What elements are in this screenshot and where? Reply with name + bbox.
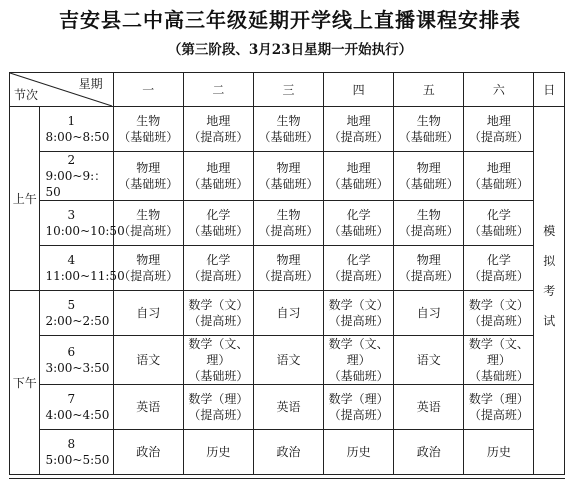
class-level-label: （基础班） [398, 130, 459, 144]
subject-label: 语文 [136, 353, 161, 367]
table-row [10, 107, 565, 152]
table-row [10, 336, 565, 385]
sunday-exam-char: 试 [543, 313, 556, 328]
class-level-label: （基础班） [468, 369, 529, 383]
class-cell [464, 107, 534, 152]
period-time: 9:00~9:：50 [45, 169, 107, 199]
class-cell [464, 152, 534, 201]
class-cell [464, 385, 534, 430]
subject-label: 历史 [206, 445, 231, 459]
period-number: 8 [67, 437, 76, 451]
class-cell [113, 430, 183, 475]
class-cell [394, 385, 464, 430]
class-level-label: （基础班） [468, 224, 529, 238]
table-row [10, 291, 565, 336]
period-number: 5 [67, 298, 76, 312]
class-cell [113, 107, 183, 152]
subject-label: 物理 [136, 253, 161, 267]
subject-label: 数学（文、理） [468, 337, 529, 367]
period-header-label: 节次 [14, 88, 39, 102]
afternoon-section-label: 下午 [10, 291, 40, 475]
class-level-label: （提高班） [468, 314, 529, 328]
class-cell [324, 430, 394, 475]
class-cell [253, 107, 323, 152]
subject-label: 化学 [346, 208, 371, 222]
period-time: 2:00~2:50 [45, 314, 110, 328]
sunday-cell [534, 107, 565, 475]
class-cell [113, 385, 183, 430]
day-header: 日 [534, 73, 565, 107]
class-cell [113, 246, 183, 291]
period-number: 1 [67, 114, 76, 128]
subject-label: 数学（文、理） [328, 337, 389, 367]
class-cell [253, 430, 323, 475]
class-level-label: （提高班） [398, 224, 459, 238]
class-cell [253, 385, 323, 430]
class-cell [464, 246, 534, 291]
day-header: 五 [394, 73, 464, 107]
table-row [10, 385, 565, 430]
class-cell [183, 201, 253, 246]
class-level-label: （提高班） [188, 314, 249, 328]
class-cell [113, 336, 183, 385]
sunday-exam-char: 模 [543, 223, 556, 238]
subject-label: 物理 [416, 253, 441, 267]
subject-label: 物理 [276, 253, 301, 267]
class-cell [394, 201, 464, 246]
class-level-label: （基础班） [258, 177, 319, 191]
class-cell [324, 336, 394, 385]
class-cell [394, 246, 464, 291]
class-cell [394, 291, 464, 336]
class-cell [324, 291, 394, 336]
day-header: 二 [183, 73, 253, 107]
subject-label: 历史 [486, 445, 511, 459]
class-cell [324, 152, 394, 201]
subject-label: 生物 [416, 208, 441, 222]
table-row [10, 430, 565, 475]
page-title: 吉安县二中高三年级延期开学线上直播课程安排表 [59, 8, 521, 32]
class-cell [183, 291, 253, 336]
table-bottom-border [9, 478, 565, 479]
period-time: 8:00~8:50 [45, 130, 110, 144]
class-cell [394, 336, 464, 385]
subject-label: 地理 [486, 114, 511, 128]
period-cell [40, 152, 113, 201]
class-cell [324, 107, 394, 152]
period-number: 7 [67, 392, 76, 406]
table-row [10, 246, 565, 291]
period-time: 10:00~10:50 [45, 224, 125, 238]
class-level-label: （基础班） [118, 177, 179, 191]
subject-label: 生物 [276, 208, 301, 222]
class-level-label: （提高班） [328, 408, 389, 422]
period-time: 5:00~5:50 [45, 453, 110, 467]
day-header: 四 [324, 73, 394, 107]
class-level-label: （提高班） [118, 224, 179, 238]
subject-label: 生物 [136, 208, 161, 222]
subject-label: 化学 [206, 208, 231, 222]
period-time: 4:00~4:50 [45, 408, 110, 422]
class-level-label: （提高班） [328, 269, 389, 283]
subject-label: 化学 [486, 208, 511, 222]
subject-label: 数学（理） [468, 392, 529, 406]
period-cell [40, 107, 113, 152]
class-cell [464, 430, 534, 475]
subject-label: 地理 [206, 161, 231, 175]
class-level-label: （提高班） [188, 269, 249, 283]
subject-label: 英语 [276, 400, 301, 414]
class-cell [183, 107, 253, 152]
class-cell [253, 201, 323, 246]
period-time: 11:00~11:50 [45, 269, 125, 283]
class-cell [253, 152, 323, 201]
class-level-label: （基础班） [468, 177, 529, 191]
class-cell [113, 291, 183, 336]
table-row [10, 152, 565, 201]
class-cell [113, 201, 183, 246]
period-number: 4 [67, 253, 76, 267]
weekday-header-label: 星期 [78, 77, 103, 91]
class-level-label: （基础班） [398, 177, 459, 191]
subject-label: 语文 [276, 353, 301, 367]
subject-label: 自习 [416, 306, 441, 320]
subject-label: 化学 [486, 253, 511, 267]
class-level-label: （提高班） [328, 314, 389, 328]
period-cell [40, 336, 113, 385]
subject-label: 地理 [486, 161, 511, 175]
subject-label: 地理 [346, 114, 371, 128]
subject-label: 物理 [416, 161, 441, 175]
class-cell [253, 291, 323, 336]
subject-label: 化学 [346, 253, 371, 267]
class-level-label: （提高班） [118, 269, 179, 283]
header-row [10, 73, 565, 107]
day-header: 一 [113, 73, 183, 107]
class-cell [324, 385, 394, 430]
class-level-label: （提高班） [258, 224, 319, 238]
period-number: 3 [67, 208, 76, 222]
class-level-label: （提高班） [468, 130, 529, 144]
class-cell [183, 336, 253, 385]
class-cell [113, 152, 183, 201]
period-cell [40, 201, 125, 246]
subject-label: 数学（文、理） [188, 337, 249, 367]
subject-label: 政治 [136, 445, 161, 459]
class-cell [183, 246, 253, 291]
class-cell [394, 107, 464, 152]
period-number: 6 [67, 345, 76, 359]
subject-label: 自习 [136, 306, 161, 320]
class-cell [464, 291, 534, 336]
class-cell [324, 246, 394, 291]
class-level-label: （基础班） [258, 130, 319, 144]
class-level-label: （基础班） [188, 177, 249, 191]
period-cell [40, 291, 113, 336]
class-cell [394, 152, 464, 201]
subject-label: 数学（文） [188, 298, 249, 312]
class-level-label: （基础班） [328, 369, 389, 383]
subject-label: 化学 [206, 253, 231, 267]
subject-label: 数学（理） [188, 392, 249, 406]
class-cell [253, 246, 323, 291]
subject-label: 政治 [416, 445, 441, 459]
class-level-label: （提高班） [328, 130, 389, 144]
subject-label: 生物 [136, 114, 161, 128]
subject-label: 语文 [416, 353, 441, 367]
subject-label: 政治 [276, 445, 301, 459]
subject-label: 地理 [206, 114, 231, 128]
subject-label: 生物 [276, 114, 301, 128]
class-level-label: （提高班） [258, 269, 319, 283]
class-level-label: （基础班） [188, 369, 249, 383]
class-cell [183, 430, 253, 475]
corner-header-cell [10, 73, 114, 107]
sunday-exam-char: 考 [543, 283, 556, 298]
class-cell [464, 201, 534, 246]
class-level-label: （提高班） [188, 408, 249, 422]
class-cell [253, 336, 323, 385]
period-number: 2 [67, 153, 76, 167]
subject-label: 数学（理） [328, 392, 389, 406]
page-subtitle: （第三阶段、3月23日星期一开始执行） [167, 42, 413, 58]
class-level-label: （提高班） [468, 408, 529, 422]
period-cell [40, 430, 113, 475]
class-level-label: （基础班） [188, 224, 249, 238]
subject-label: 物理 [136, 161, 161, 175]
class-cell [183, 152, 253, 201]
class-level-label: （提高班） [188, 130, 249, 144]
class-level-label: （提高班） [398, 269, 459, 283]
class-level-label: （基础班） [328, 224, 389, 238]
subject-label: 数学（文） [468, 298, 529, 312]
class-level-label: （提高班） [468, 269, 529, 283]
class-level-label: （基础班） [118, 130, 179, 144]
period-cell [40, 246, 125, 291]
subject-label: 英语 [136, 400, 161, 414]
subject-label: 生物 [416, 114, 441, 128]
day-header: 三 [253, 73, 323, 107]
subject-label: 历史 [346, 445, 371, 459]
subject-label: 数学（文） [328, 298, 389, 312]
period-cell [40, 385, 113, 430]
subject-label: 英语 [416, 400, 441, 414]
table-row [10, 201, 565, 246]
sunday-exam-char: 拟 [543, 253, 556, 268]
subject-label: 自习 [276, 306, 301, 320]
subject-label: 地理 [346, 161, 371, 175]
subject-label: 物理 [276, 161, 301, 175]
period-time: 3:00~3:50 [45, 361, 110, 375]
class-cell [324, 201, 394, 246]
class-cell [183, 385, 253, 430]
schedule-table [9, 72, 565, 475]
class-cell [464, 336, 534, 385]
class-level-label: （基础班） [328, 177, 389, 191]
day-header: 六 [464, 73, 534, 107]
morning-section-label: 上午 [10, 107, 40, 291]
class-cell [394, 430, 464, 475]
